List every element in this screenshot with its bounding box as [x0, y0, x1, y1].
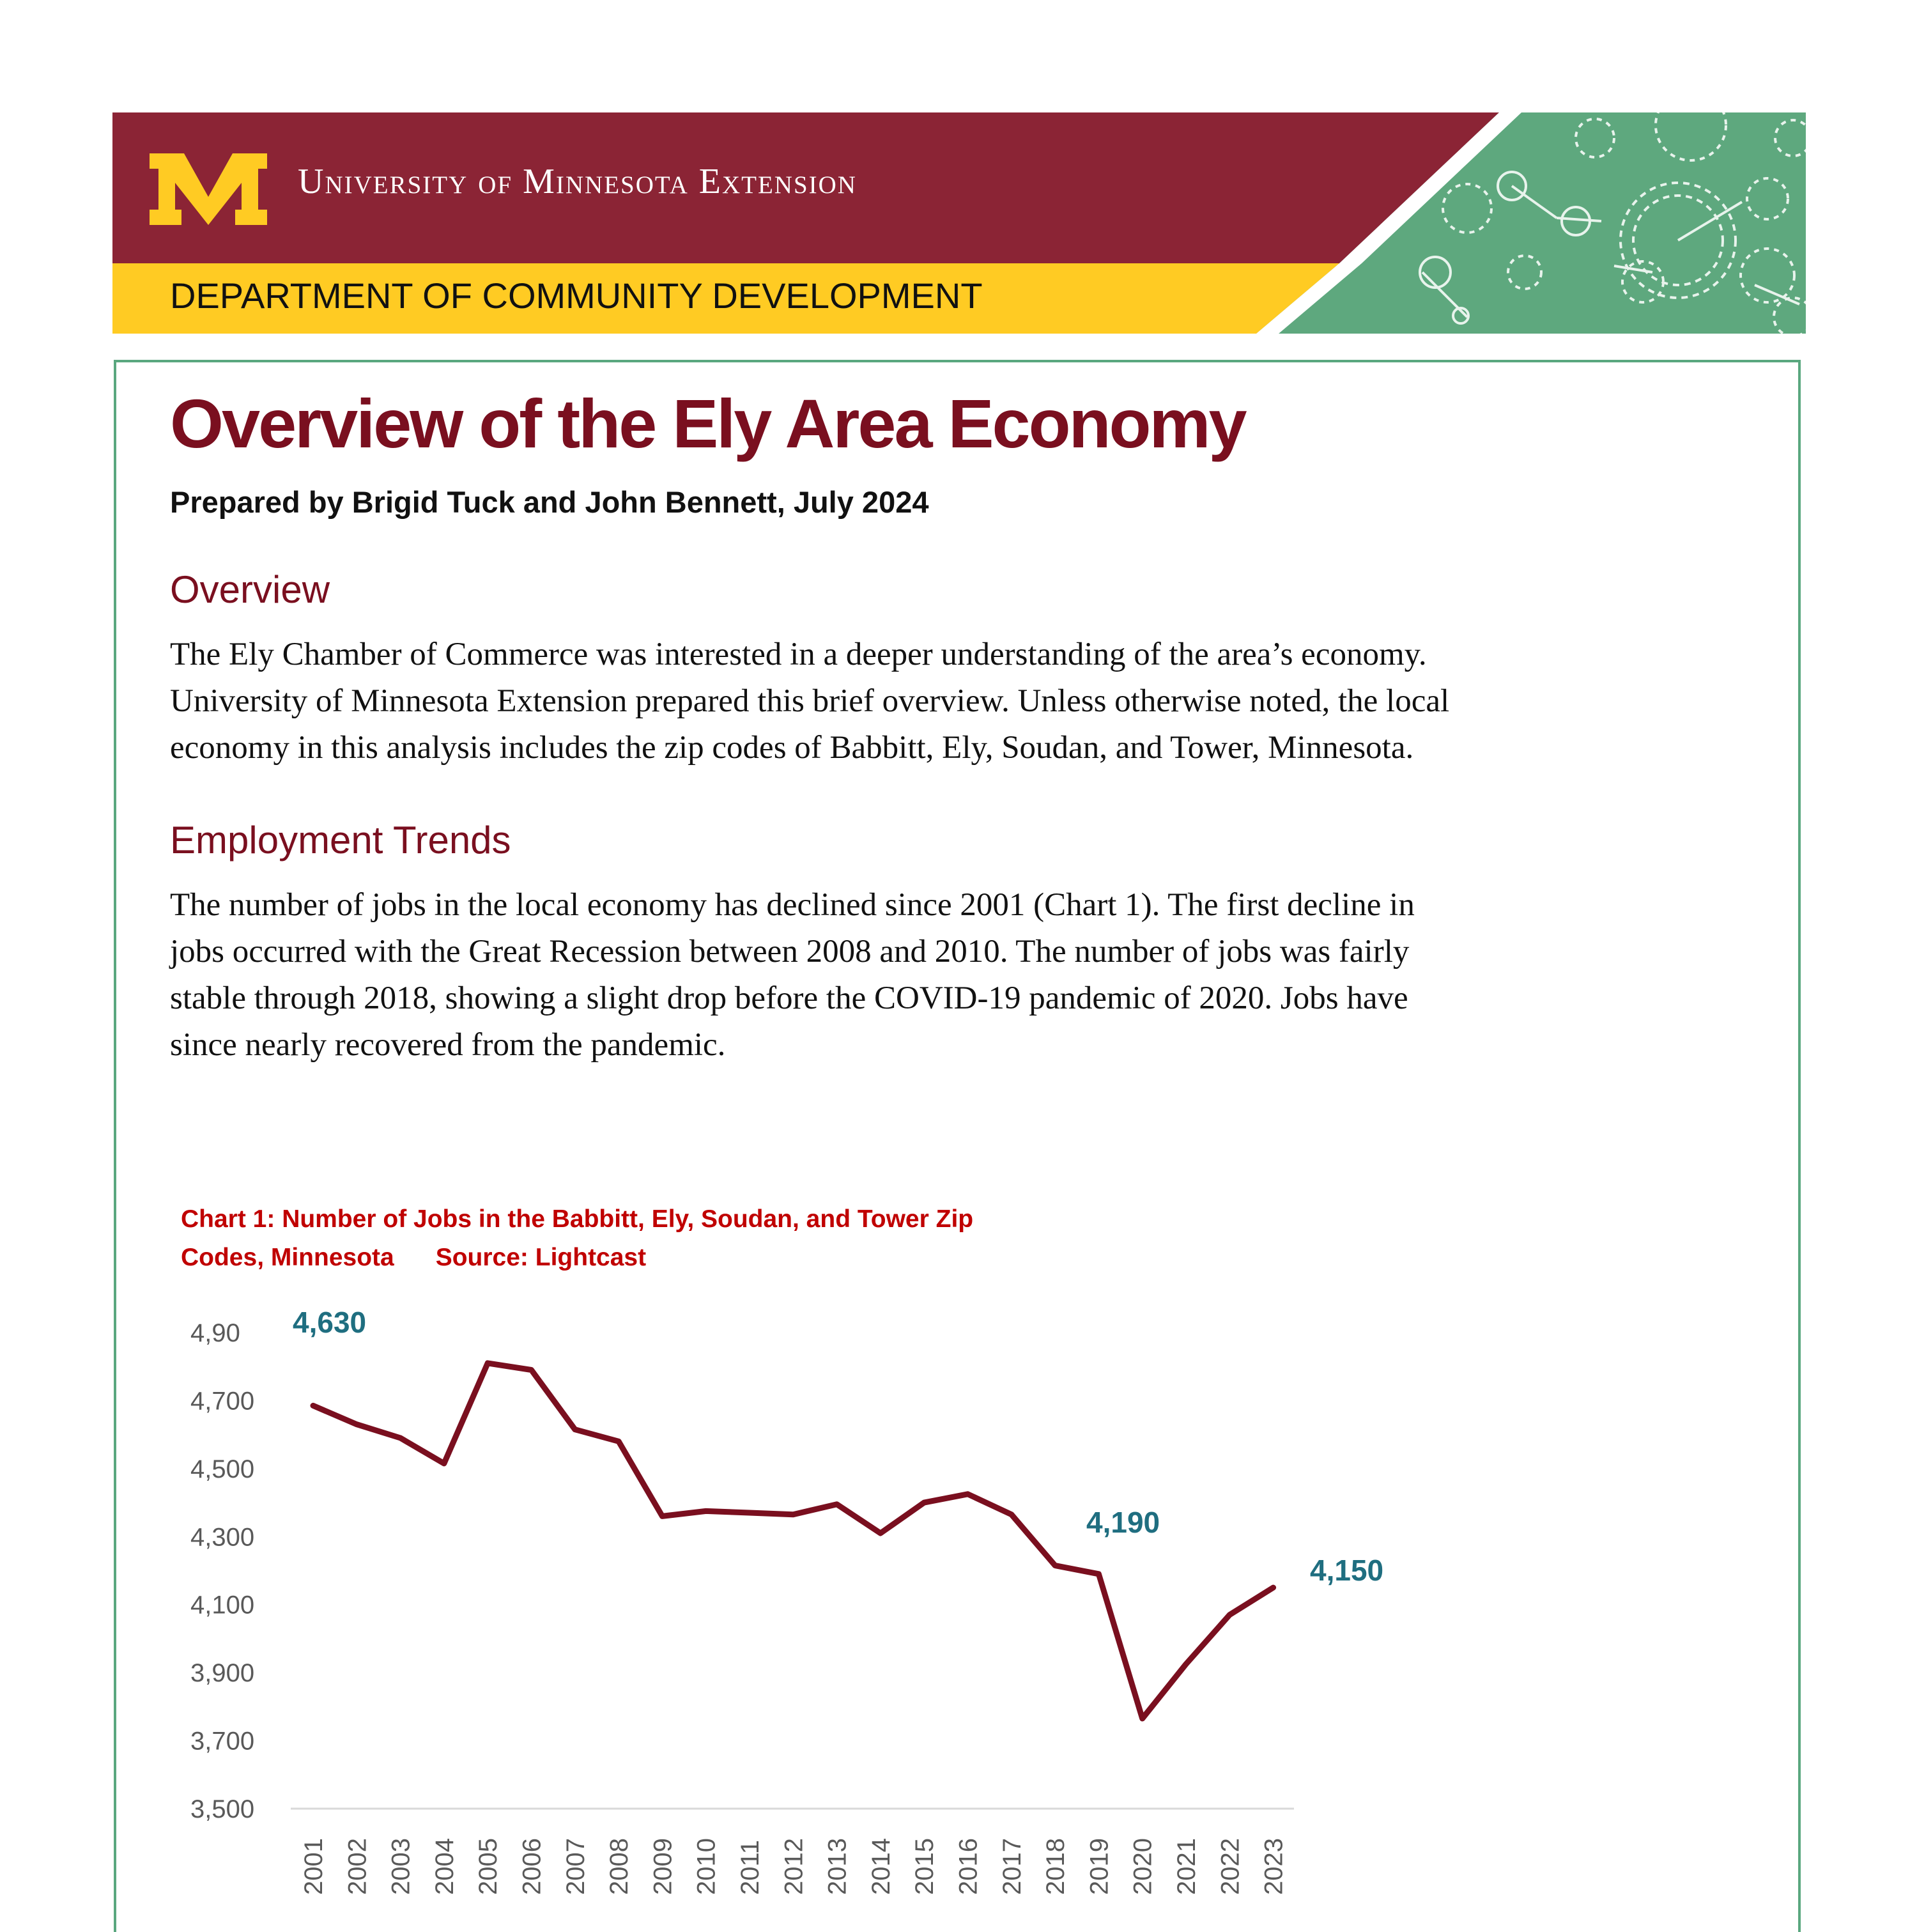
x-tick-label: 2020	[1128, 1838, 1157, 1895]
paragraph-line: since nearly recovered from the pandemic.	[170, 1027, 726, 1063]
page-title: Overview of the Ely Area Economy	[170, 385, 1245, 462]
x-tick-label: 2003	[387, 1838, 415, 1895]
chart-title-line: Codes, Minnesota Source: Lightcast	[181, 1244, 647, 1271]
x-tick-label: 2015	[911, 1838, 939, 1895]
chart-title-line: Chart 1: Number of Jobs in the Babbitt, Ely, Soudan, and Tower Zip	[181, 1205, 974, 1233]
university-name: University of Minnesota Extension	[298, 162, 857, 201]
paragraph-line: The number of jobs in the local economy has declined since 2001 (Chart 1). The first decline in	[170, 887, 1415, 923]
y-tick-label: 4,100	[190, 1591, 255, 1619]
data-label: 4,630	[293, 1306, 367, 1339]
x-tick-label: 2005	[474, 1838, 503, 1895]
x-tick-label: 2016	[954, 1838, 983, 1895]
x-tick-label: 2019	[1085, 1838, 1114, 1895]
paragraph-line: The Ely Chamber of Commerce was interested in a deeper understanding of the area’s economy.	[170, 637, 1427, 672]
paragraph-line: University of Minnesota Extension prepared this brief overview. Unless otherwise noted, the local	[170, 683, 1450, 719]
section-heading-overview: Overview	[170, 568, 330, 611]
y-tick-label: 4,700	[190, 1387, 255, 1416]
y-tick-label: 4,500	[190, 1455, 255, 1483]
x-tick-label: 2014	[866, 1838, 895, 1895]
y-tick-label: 4,300	[190, 1523, 255, 1552]
x-tick-label: 2008	[605, 1838, 634, 1895]
paragraph-line: jobs occurred with the Great Recession between 2008 and 2010. The number of jobs was fairly	[170, 934, 1410, 970]
x-tick-label: 2006	[518, 1838, 546, 1895]
y-tick-label: 3,900	[190, 1659, 255, 1688]
x-tick-label: 2009	[649, 1838, 677, 1895]
x-tick-label: 2023	[1259, 1838, 1288, 1895]
y-tick-label: 4,90	[190, 1319, 240, 1347]
x-tick-label: 2010	[692, 1838, 721, 1895]
x-tick-label: 2007	[561, 1838, 590, 1895]
data-label: 4,190	[1086, 1506, 1160, 1539]
section-heading-employment-trends: Employment Trends	[170, 819, 511, 862]
x-tick-label: 2011	[736, 1839, 764, 1895]
x-tick-label: 2004	[430, 1838, 459, 1895]
paragraph-line: stable through 2018, showing a slight drop before the COVID-19 pandemic of 2020. Jobs have	[170, 980, 1408, 1016]
y-tick-label: 3,500	[190, 1795, 255, 1823]
x-tick-label: 2002	[343, 1838, 372, 1895]
y-tick-label: 3,700	[190, 1727, 255, 1756]
x-tick-label: 2017	[997, 1838, 1026, 1895]
x-tick-label: 2021	[1173, 1838, 1201, 1895]
paragraph-line: economy in this analysis includes the zip codes of Babbitt, Ely, Soudan, and Tower, Minnesota.	[170, 730, 1414, 766]
department-name: DEPARTMENT OF COMMUNITY DEVELOPMENT	[170, 275, 983, 316]
x-tick-label: 2022	[1216, 1838, 1245, 1895]
x-tick-label: 2001	[300, 1838, 328, 1895]
x-tick-label: 2013	[823, 1838, 852, 1895]
byline: Prepared by Brigid Tuck and John Bennett, July 2024	[170, 485, 929, 519]
data-label: 4,150	[1310, 1554, 1384, 1587]
x-tick-label: 2012	[780, 1838, 808, 1895]
jobs-series-line	[313, 1363, 1274, 1719]
x-tick-label: 2018	[1042, 1838, 1070, 1895]
